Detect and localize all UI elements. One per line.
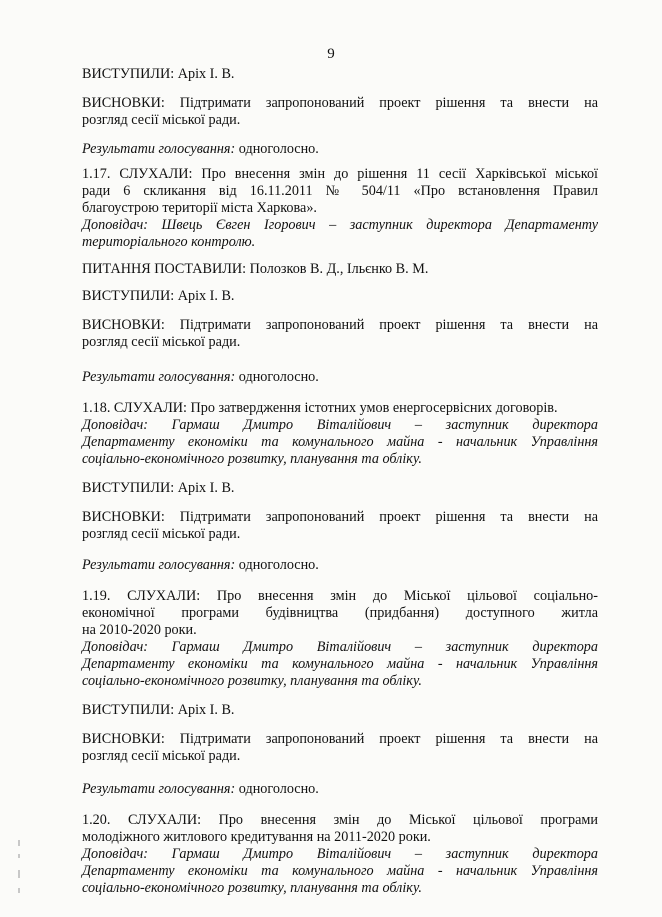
voting-result-label: Результати голосування:	[82, 781, 236, 797]
voting-result-label: Результати голосування:	[82, 557, 236, 573]
voting-result	[82, 369, 598, 386]
heard-line: 1.19. СЛУХАЛИ: Про внесення змін до Міської цільової соціально-	[82, 588, 598, 604]
agenda-item-1-17	[82, 166, 598, 251]
heard-line: молодіжного житлового кредитування на 2011-2020 роки.	[82, 829, 431, 845]
conclusion	[82, 95, 598, 129]
conclusion-line: розгляд сесії міської ради.	[82, 112, 241, 128]
heard-line: 1.17. СЛУХАЛИ: Про внесення змін до рішення 11 сесії Харківської міської	[82, 166, 598, 182]
conclusion-line: ВИСНОВКИ: Підтримати запропонований проект рішення та внести на	[82, 95, 598, 111]
conclusion-line: розгляд сесії міської ради.	[82, 334, 241, 350]
speaker-line: Департаменту економіки та комунального майна - начальник Управління	[82, 656, 598, 672]
voting-result-value: одноголосно.	[235, 141, 319, 157]
voting-result	[82, 141, 598, 158]
voting-result-value: одноголосно.	[235, 369, 319, 385]
speaker-line: соціально-економічного розвитку, планування та обліку.	[82, 673, 422, 689]
heard-line: економічної програми будівництва (придбання) доступного житла	[82, 605, 598, 621]
voting-result-label: Результати голосування:	[82, 141, 236, 157]
speaker-line: Департаменту економіки та комунального майна - начальник Управління	[82, 863, 598, 879]
speaker-line: територіального контролю.	[82, 234, 256, 250]
voting-result	[82, 781, 598, 798]
agenda-item-1-19	[82, 588, 598, 690]
minutes-body	[82, 66, 598, 897]
speaker-line: Доповідач: Гармаш Дмитро Віталійович – заступник директора	[82, 417, 598, 433]
heard-line: благоустрою території міста Харкова».	[82, 200, 317, 216]
conclusion	[82, 317, 598, 351]
conclusion	[82, 509, 598, 543]
conclusion	[82, 731, 598, 765]
page-number: 9	[327, 46, 335, 62]
voting-result	[82, 557, 598, 574]
speaker-line: Доповідач: Гармаш Дмитро Віталійович – заступник директора	[82, 846, 598, 862]
heard-line: на 2010-2020 роки.	[82, 622, 197, 638]
speaker-line: Доповідач: Швець Євген Ігорович – заступник директора Департаменту	[82, 217, 598, 233]
speakers-line: ВИСТУПИЛИ: Аріх І. В.	[82, 480, 235, 496]
speakers-line: ВИСТУПИЛИ: Аріх І. В.	[82, 288, 235, 304]
heard-line: 1.20. СЛУХАЛИ: Про внесення змін до Міської цільової програми	[82, 812, 598, 828]
agenda-item-1-20	[82, 812, 598, 897]
heard-line: ради 6 скликання від 16.11.2011 № 504/11 «Про встановлення Правил	[82, 183, 598, 199]
conclusion-line: ВИСНОВКИ: Підтримати запропонований проект рішення та внести на	[82, 509, 598, 525]
speaker-line: соціально-економічного розвитку, планування та обліку.	[82, 880, 422, 896]
conclusion-line: ВИСНОВКИ: Підтримати запропонований проект рішення та внести на	[82, 317, 598, 333]
voting-result-value: одноголосно.	[235, 781, 319, 797]
conclusion-line: розгляд сесії міської ради.	[82, 748, 241, 764]
scan-margin-marks	[18, 840, 26, 900]
speaker-line: соціально-економічного розвитку, планування та обліку.	[82, 451, 422, 467]
conclusion-line: розгляд сесії міської ради.	[82, 526, 241, 542]
voting-result-value: одноголосно.	[235, 557, 319, 573]
voting-result-label: Результати голосування:	[82, 369, 236, 385]
speaker-line: Департаменту економіки та комунального майна - начальник Управління	[82, 434, 598, 450]
conclusion-line: ВИСНОВКИ: Підтримати запропонований проект рішення та внести на	[82, 731, 598, 747]
speakers-line: ВИСТУПИЛИ: Аріх І. В.	[82, 66, 235, 82]
questions-line: ПИТАННЯ ПОСТАВИЛИ: Полозков В. Д., Ільєнко В. М.	[82, 261, 429, 277]
speaker-line: Доповідач: Гармаш Дмитро Віталійович – заступник директора	[82, 639, 598, 655]
agenda-item-1-18	[82, 400, 598, 468]
heard-line: 1.18. СЛУХАЛИ: Про затвердження істотних умов енергосервісних договорів.	[82, 400, 558, 416]
speakers-line: ВИСТУПИЛИ: Аріх І. В.	[82, 702, 235, 718]
